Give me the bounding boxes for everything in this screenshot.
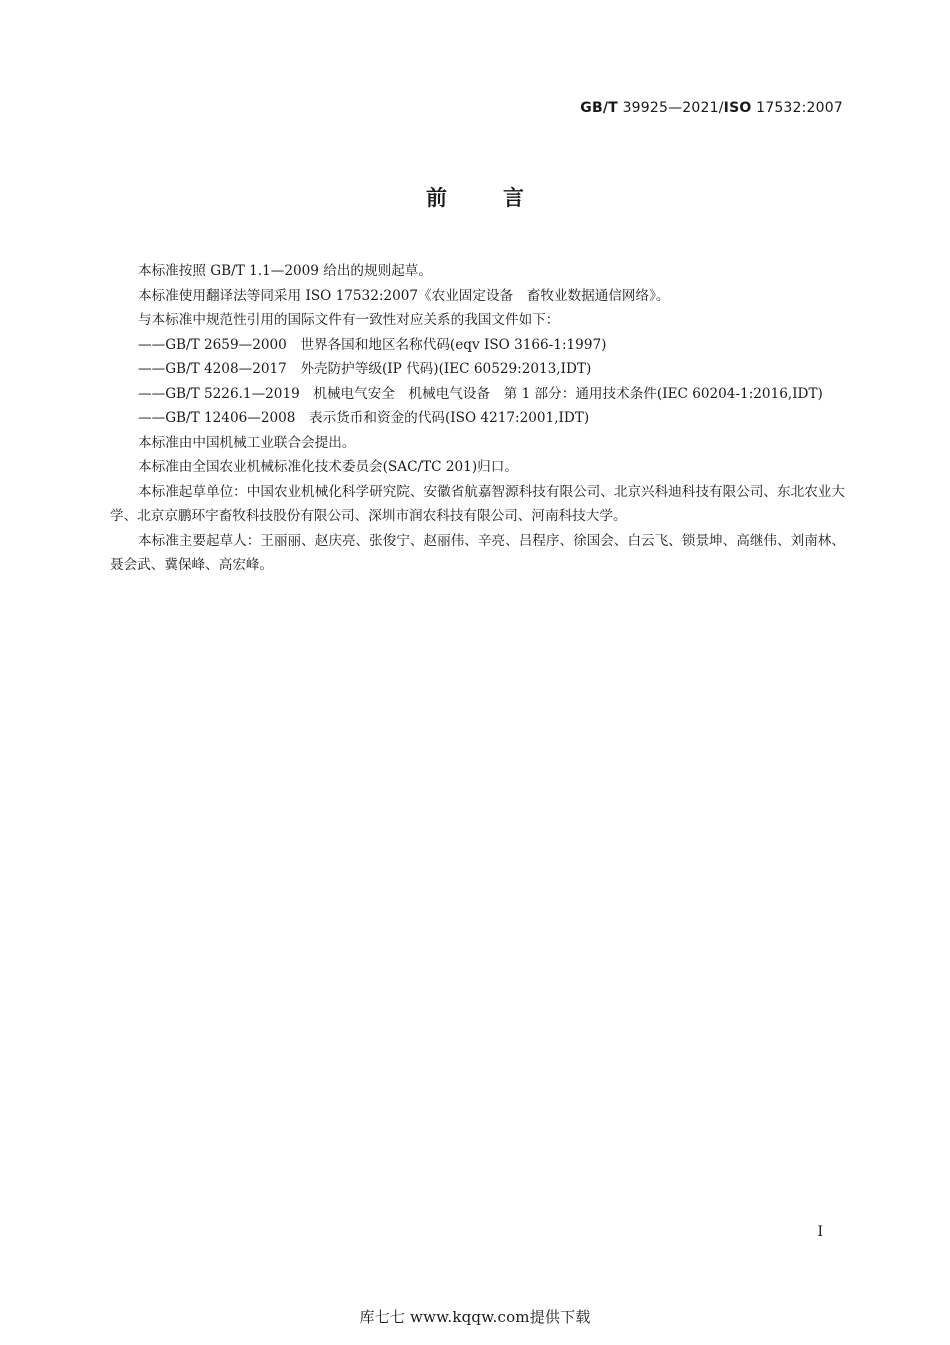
paragraph-drafting-units: 本标准起草单位：中国农业机械化科学研究院、安徽省航嘉智源科技有限公司、北京兴科迪科技有限公司、东北农业大学、北京京鹏环宇畜牧科技股份有限公司、深圳市润农科技有限公司、河南科技大学。: [110, 483, 845, 524]
paragraph-refs-intro: 与本标准中规范性引用的国际文件有一致性对应关系的我国文件如下：: [138, 312, 560, 328]
standard-prefix-iso: ISO: [723, 100, 752, 116]
reference-item: ——GB/T 2659—2000 世界各国和地区名称代码(eqv ISO 3166-1:1997): [138, 336, 607, 353]
paragraph-committee: 本标准由全国农业机械标准化技术委员会(SAC/TC 201)归口。: [138, 459, 518, 475]
paragraph-translation: 本标准使用翻译法等同采用 ISO 17532:2007《农业固定设备 畜牧业数据通信网络》。: [138, 287, 670, 304]
standard-code-header: [580, 100, 843, 116]
paragraph-proposer: 本标准由中国机械工业联合会提出。: [138, 434, 356, 451]
title-char-2: 言: [503, 186, 524, 210]
standard-number: 39925—2021/: [617, 100, 724, 116]
standard-prefix-gb: GB/T: [580, 100, 618, 116]
page-title: [0, 182, 950, 212]
download-footer: 库七七 www.kqqw.com提供下载: [359, 1308, 591, 1326]
reference-item: ——GB/T 5226.1—2019 机械电气安全 机械电气设备 第 1 部分：通用技术条件(IEC 60204-1:2016,IDT): [138, 385, 823, 402]
foreword-body: [110, 259, 845, 578]
paragraph-drafting-rule: 本标准按照 GB/T 1.1—2009 给出的规则起草。: [138, 263, 432, 279]
title-char-1: 前: [426, 186, 447, 210]
iso-number: 17532:2007: [751, 100, 843, 116]
page-number: I: [817, 1224, 823, 1240]
paragraph-drafters: 本标准主要起草人：王丽丽、赵庆亮、张俊宁、赵丽伟、辛亮、吕程序、徐国会、白云飞、锁景坤、高继伟、刘南林、聂会武、冀保峰、高宏峰。: [110, 532, 845, 573]
reference-item: ——GB/T 12406—2008 表示货币和资金的代码(ISO 4217:2001,IDT): [138, 410, 590, 426]
reference-item: ——GB/T 4208—2017 外壳防护等级(IP 代码)(IEC 60529:2013,IDT): [138, 361, 592, 377]
